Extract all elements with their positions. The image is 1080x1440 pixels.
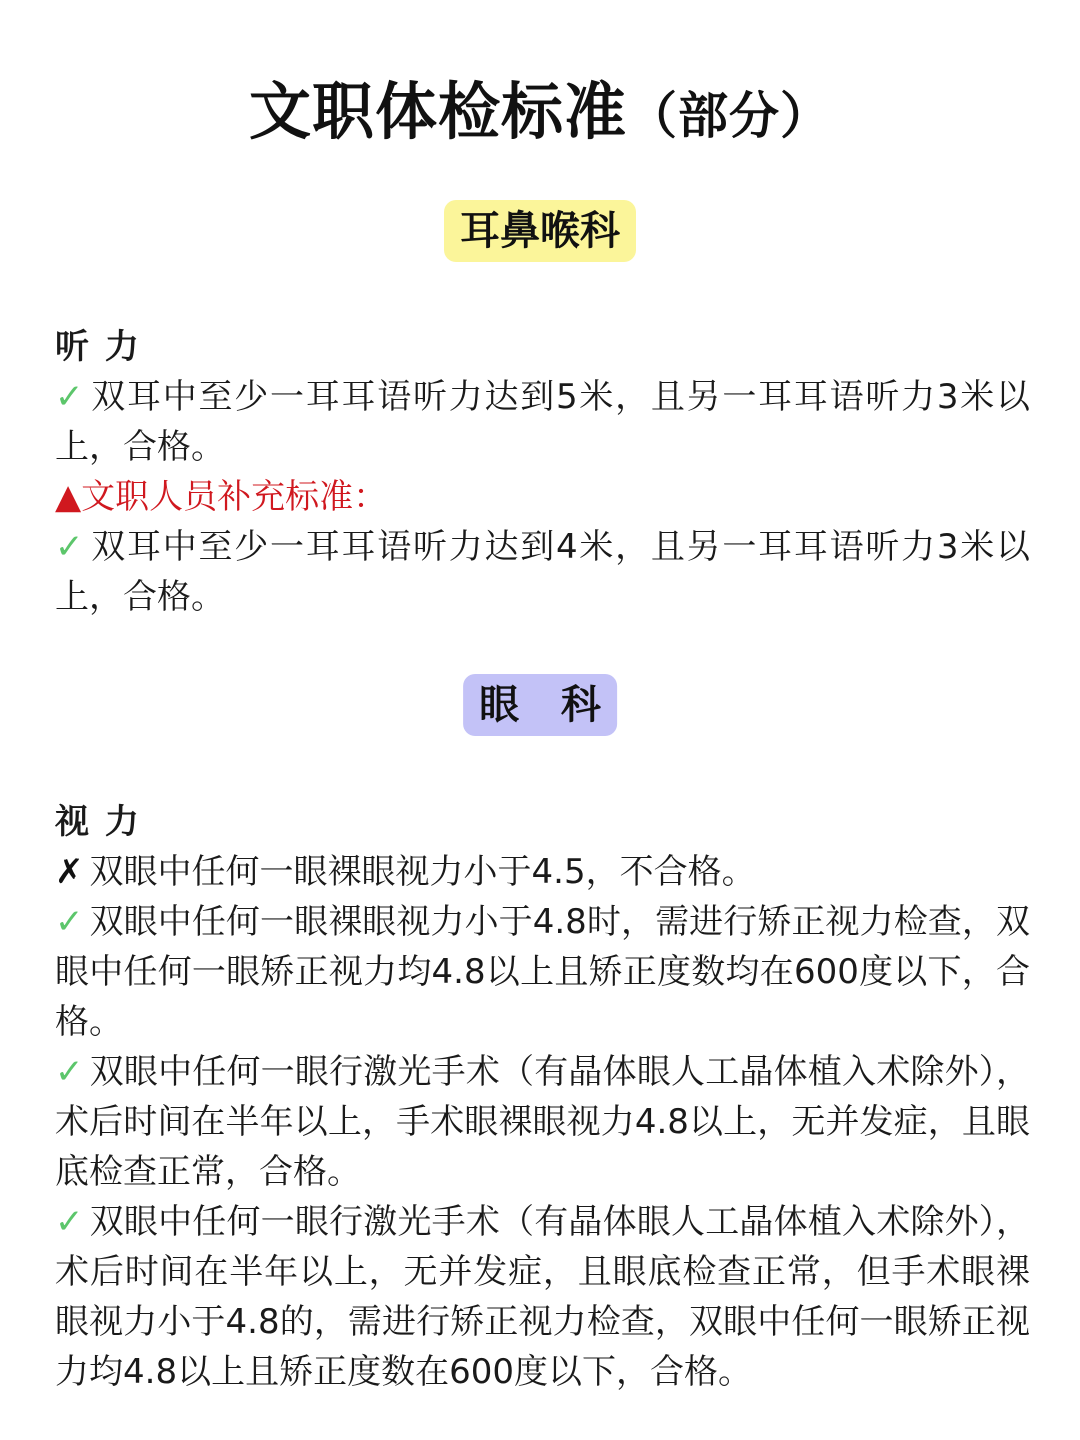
vision-heading: 视 力 [55, 802, 141, 842]
hearing-item-text: 双耳中至少一耳耳语听力达到5米，且另一耳耳语听力3米以上，合格。 [55, 377, 1030, 467]
check-icon: ✓ [55, 377, 86, 417]
section-hearing [55, 322, 1030, 622]
page-title-main: 文职体检标准 [248, 75, 627, 148]
vision-item [55, 1047, 1030, 1197]
vision-item-text: 双眼中任何一眼裸眼视力小于4.8时，需进行矫正视力检查，双眼中任何一眼矫正视力均4.8以上且矫正度数均在600度以下，合格。 [55, 902, 1030, 1042]
page-title [0, 62, 1080, 151]
section-vision [55, 797, 1030, 1397]
vision-item-text: 双眼中任何一眼裸眼视力小于4.5，不合格。 [89, 852, 756, 892]
section-tag-ent: 耳鼻喉科 [444, 200, 636, 262]
vision-item [55, 1197, 1030, 1397]
hearing-item [55, 522, 1030, 622]
vision-item-text: 双眼中任何一眼行激光手术（有晶体眼人工晶体植入术除外），术后时间在半年以上，无并发症，且眼底检查正常，但手术眼裸眼视力小于4.8的，需进行矫正视力检查，双眼中任何一眼矫正视力均4.8以上且矫正度数在600度以下，合格。 [55, 1202, 1030, 1392]
vision-item-text: 双眼中任何一眼行激光手术（有晶体眼人工晶体植入术除外），术后时间在半年以上，手术眼裸眼视力4.8以上，无并发症，且眼底检查正常，合格。 [55, 1052, 1030, 1192]
hearing-item-text: 双耳中至少一耳耳语听力达到4米，且另一耳耳语听力3米以上，合格。 [55, 527, 1030, 617]
cross-icon: ✗ [55, 852, 84, 892]
supplement-note: ▲文职人员补充标准： [55, 477, 388, 517]
hearing-heading: 听 力 [55, 327, 141, 367]
check-icon: ✓ [55, 1052, 84, 1092]
check-icon: ✓ [55, 902, 84, 942]
check-icon: ✓ [55, 1202, 84, 1242]
section-tag-eye: 眼 科 [463, 674, 617, 736]
hearing-item [55, 372, 1030, 472]
check-icon: ✓ [55, 527, 86, 567]
vision-item [55, 847, 1030, 897]
page-title-sub: （部分） [627, 87, 831, 145]
vision-item [55, 897, 1030, 1047]
